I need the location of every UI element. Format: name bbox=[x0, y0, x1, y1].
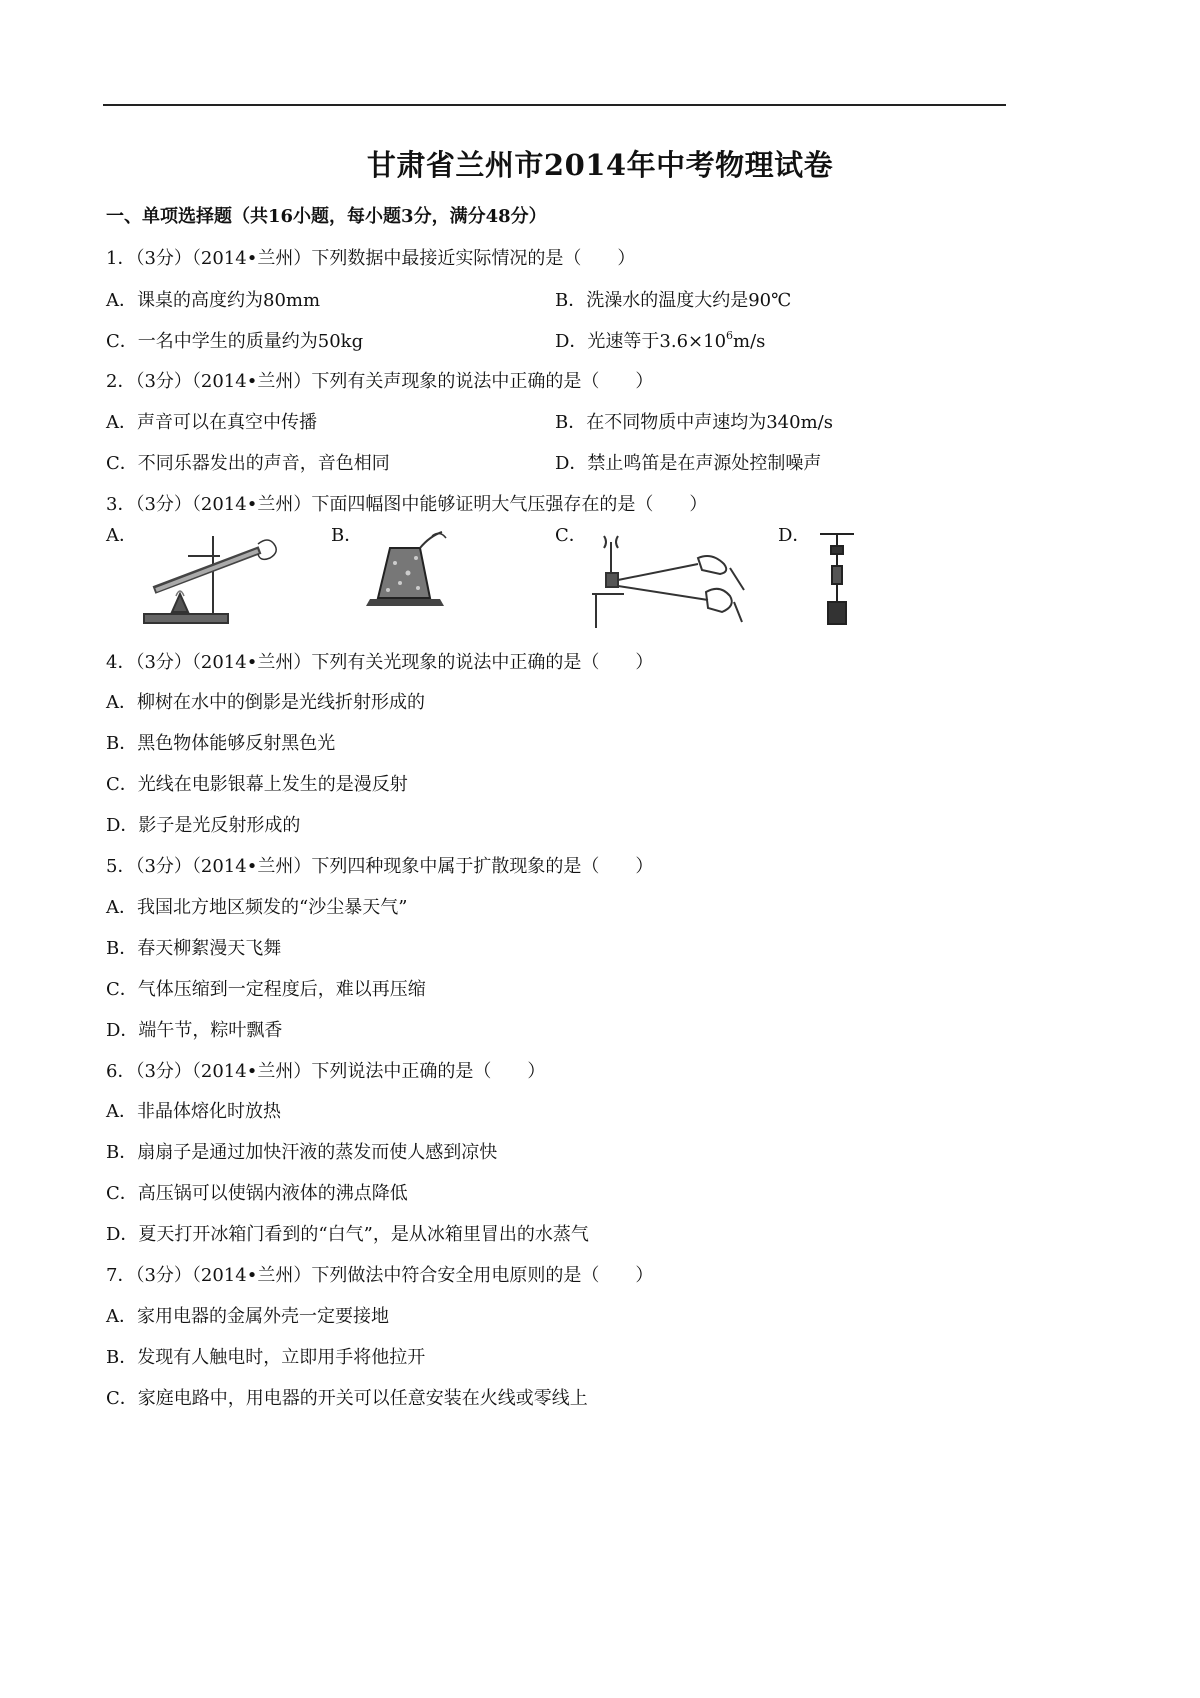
q3-option-b: B． bbox=[331, 525, 363, 546]
q5-stem: 5．（3分）（2014•兰州）下列四种现象中属于扩散现象的是（ ） bbox=[106, 856, 654, 877]
q4-option-a: A．柳树在水中的倒影是光线折射形成的 bbox=[106, 692, 425, 713]
q4-option-b: B．黑色物体能够反射黑色光 bbox=[106, 733, 336, 754]
q5-option-c: C．气体压缩到一定程度后，难以再压缩 bbox=[106, 979, 426, 1000]
q1-option-d-text: D．光速等于3.6×10 bbox=[555, 331, 727, 352]
q7-stem: 7．（3分）（2014•兰州）下列做法中符合安全用电原则的是（ ） bbox=[106, 1265, 654, 1286]
q3-figure-a bbox=[138, 532, 283, 628]
q3-figure-c bbox=[588, 528, 748, 628]
q7-option-c: C．家庭电路中，用电器的开关可以任意安装在火线或零线上 bbox=[106, 1388, 588, 1409]
section-heading: 一、单项选择题（共16小题，每小题3分，满分48分） bbox=[106, 206, 547, 227]
q3-figure-d bbox=[812, 530, 862, 630]
q6-option-b: B．扇扇子是通过加快汗液的蒸发而使人感到凉快 bbox=[106, 1142, 498, 1163]
q1-option-d bbox=[555, 330, 765, 354]
q2-option-c: C．不同乐器发出的声音，音色相同 bbox=[106, 453, 390, 474]
q3-option-c: C． bbox=[555, 525, 587, 546]
q2-option-a: A．声音可以在真空中传播 bbox=[106, 412, 317, 433]
q6-option-c: C．高压锅可以使锅内液体的沸点降低 bbox=[106, 1183, 408, 1204]
q6-stem: 6．（3分）（2014•兰州）下列说法中正确的是（ ） bbox=[106, 1061, 546, 1082]
q2-option-b: B．在不同物质中声速均为340m/s bbox=[555, 412, 833, 433]
q5-option-b: B．春天柳絮漫天飞舞 bbox=[106, 938, 282, 959]
q5-option-a: A．我国北方地区频发的“沙尘暴天气” bbox=[106, 897, 408, 918]
q5-option-d: D．端午节，粽叶飘香 bbox=[106, 1020, 283, 1041]
q6-option-a: A．非晶体熔化时放热 bbox=[106, 1101, 281, 1122]
q1-option-c: C．一名中学生的质量约为50kg bbox=[106, 331, 364, 352]
q3-stem: 3．（3分）（2014•兰州）下面四幅图中能够证明大气压强存在的是（ ） bbox=[106, 494, 708, 515]
q2-stem: 2．（3分）（2014•兰州）下列有关声现象的说法中正确的是（ ） bbox=[106, 371, 654, 392]
q4-stem: 4．（3分）（2014•兰州）下列有关光现象的说法中正确的是（ ） bbox=[106, 652, 654, 673]
q4-option-d: D．影子是光反射形成的 bbox=[106, 815, 301, 836]
q1-option-a: A．课桌的高度约为80mm bbox=[106, 290, 321, 311]
q7-option-a: A．家用电器的金属外壳一定要接地 bbox=[106, 1306, 389, 1327]
page-title: 甘肃省兰州市2014年中考物理试卷 bbox=[366, 148, 834, 182]
q3-option-d: D． bbox=[778, 525, 811, 546]
q1-stem: 1．（3分）（2014•兰州）下列数据中最接近实际情况的是（ ） bbox=[106, 248, 636, 269]
q7-option-b: B．发现有人触电时，立即用手将他拉开 bbox=[106, 1347, 426, 1368]
q3-option-a: A． bbox=[106, 525, 137, 546]
q2-option-d: D．禁止鸣笛是在声源处控制噪声 bbox=[555, 453, 822, 474]
q3-figure-b bbox=[360, 528, 450, 608]
q1-option-b: B．洗澡水的温度大约是90℃ bbox=[555, 290, 792, 311]
header-rule bbox=[103, 104, 1006, 106]
q1-option-d-exponent: 6 bbox=[726, 329, 734, 342]
q6-option-d: D．夏天打开冰箱门看到的“白气”，是从冰箱里冒出的水蒸气 bbox=[106, 1224, 589, 1245]
q4-option-c: C．光线在电影银幕上发生的是漫反射 bbox=[106, 774, 408, 795]
q1-option-d-unit: m/s bbox=[733, 331, 766, 352]
